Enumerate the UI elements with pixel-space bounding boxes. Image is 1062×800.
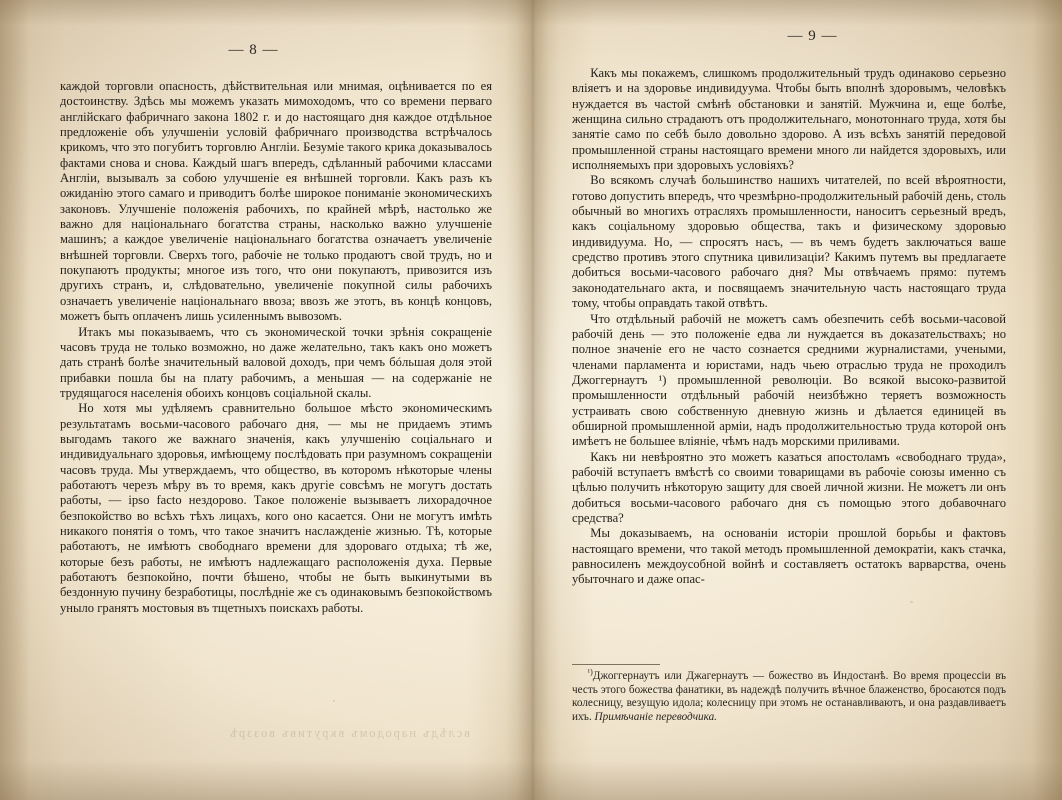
footnote-marker: ¹)	[587, 667, 593, 677]
paragraph: Во всякомъ случаѣ большинство нашихъ читателей, по всей вѣроятности, готово допустить впередъ, что чрезмѣрно-продолжительный рабочій день, столь обычный во многихъ отрасляхъ промышленности, наноситъ серьезный вредъ, какъ соціальному здоровью общества, такъ и физическому здоровью индивидуума. Но, — спросятъ насъ, — въ чемъ будетъ заключаться ваше средство противъ этого спутника цивилизаціи? Какимъ путемъ вы предлагаете добиться восьми-часового рабочаго дня? Мы отвѣчаемъ прямо: путемъ законодательнаго акта, и посвящаемъ значительную часть настоящаго труда тому, чтобы оправдать такой отвѣтъ.	[572, 173, 1006, 311]
footnote-body: Джоггернаутъ или Джагернаутъ — божество въ Индостанѣ. Во время процессіи въ честь этого божества фанатики, въ надеждѣ получить вѣчное блаженство, бросаются подъ колесницу, везущую идола; колесницу при этомъ не останавливаютъ, и она раздавливаетъ ихъ.	[572, 670, 1006, 723]
footnote-text	[572, 667, 1006, 724]
footnote-block	[572, 664, 1006, 724]
paragraph: Мы доказываемъ, на основаніи исторіи прошлой борьбы и фактовъ настоящаго времени, что такой методъ промышленной демократіи, какъ стачка, равносиленъ междоусобной войнѣ и составляетъ остатокъ варварства, очень убыточнаго и даже опас-	[572, 526, 1006, 587]
paragraph: Какъ мы покажемъ, слишкомъ продолжительный трудъ одинаково серьезно вліяетъ и на здоровье индивидуума. Чтобы быть вполнѣ здоровымъ, человѣкъ нуждается въ частой смѣнѣ обстановки и занятій. Мужчина и, еще болѣе, женщина сильно страдаютъ отъ продолжительнаго, монотоннаго труда, хотя бы занятіе само по себѣ было довольно здорово. А изъ всѣхъ занятій передовой промышленной страны настоящаго времени много ли найдется здоровыхъ, или исполняемыхъ при здоровыхъ условіяхъ?	[572, 66, 1006, 173]
body-text-left	[60, 79, 492, 616]
paragraph: Итакъ мы показываемъ, что съ экономической точки зрѣнія сокращеніе часовъ труда не только возможно, но даже желательно, такъ какъ оно можетъ дать странѣ болѣе значительный валовой доходъ, при чемъ бóльшая доля этой прибавки пошла бы на плату рабочимъ, а меньшая — на содержаніе не трудящагося населенія обоихъ концовъ соціальной скалы.	[60, 324, 492, 400]
page-right	[531, 0, 1062, 800]
page-number-left: — 8 —	[228, 42, 279, 58]
paragraph: Что отдѣльный рабочій не можетъ самъ обезпечить себѣ восьми-часовой рабочій день — это положеніе едва ли нуждается въ доказательствахъ; но полное значеніе его не часто сознается средними журналистами, учеными, членами парламента и юристами, надъ чьею отраслью труда не проходилъ Джоггернаутъ ¹) промышленной революціи. Во всякой высоко-развитой промышленности отдѣльный рабочій неизбѣжно теряетъ возможность устраивать свою собственную дневную жизнь и дѣлается единицей въ обширной промышленной арміи, надъ продолжительностью труда которой онъ имѣетъ не большее вліяніе, чѣмъ надъ морскими приливами.	[572, 311, 1006, 449]
bleed-through-text: вслѣдъ народомъ вкрутивъ воззрѣ	[228, 726, 470, 740]
paragraph: Но хотя мы удѣляемъ сравнительно большое мѣсто экономическимъ результатамъ восьми-часового рабочаго дня, — мы не придаемъ этимъ выгодамъ такого же важнаго значенія, какъ улучшенію соціальнаго и индивидуальнаго здоровья, имѣющему послѣдовать при разумномъ сокращеніи часовъ труда. Мы утверждаемъ, что общество, въ которомъ нѣкоторые члены работаютъ черезъ мѣру въ то время, какъ другіе совсѣмъ не могутъ достать работы, — ipso facto нездорово. Такое положеніе вызываетъ лихорадочное безпокойство во всѣхъ тѣхъ лицахъ, кого оно касается. Они не могутъ имѣть никакого понятія о томъ, что такое значитъ наслажденіе жизнью. Тѣ, которые работаютъ, не имѣютъ свободнаго времени для здороваго отдыха; тѣ же, которые безъ работы, не имѣютъ надлежащаго расположенія духа. Первые работаютъ безпокойно, почти бѣшено, чтобы не быть выкинутыми въ бездонную пучину безработицы, послѣдніе же съ одинаковымъ безпокойствомъ уныло гранятъ мостовыя въ тщетныхъ поискахъ работы.	[60, 401, 492, 615]
page-number-right: — 9 —	[787, 28, 838, 44]
paragraph: Какъ ни невѣроятно это можетъ казаться апостоламъ «свободнаго труда», рабочій вступаетъ вмѣстѣ со своими товарищами въ рабочіе союзы именно съ цѣлью получить нѣкоторую защиту для своей личной жизни. Не можетъ ли онъ добиться восьми-часового рабочаго дня съ помощью этого добавочнаго средства?	[572, 449, 1006, 525]
footnote-attribution: Примѣчаніе переводчика.	[594, 710, 717, 723]
paragraph: каждой торговли опасность, дѣйствительная или мнимая, оцѣнивается по ея достоинству. Здѣсь мы можемъ указать мимоходомъ, что со времени перваго англійскаго фабричнаго закона 1802 г. и до настоящаго дня каждое отдѣльное предложеніе объ улучшеніи условій фабричнаго производства встрѣчалось крикомъ, что это погубитъ торговлю Англіи. Безуміе такого крика доказывалось фактами снова и снова. Каждый шагъ впередъ, сдѣланный рабочими классами Англіи, вызывалъ за собою улучшеніе ея внѣшней торговли. Какъ разъ къ ожиданію этого самаго и приводитъ болѣе широкое пониманіе экономическихъ законовъ. Улучшеніе положенія рабочихъ, по крайней мѣрѣ, настолько же важно для національнаго богатства страны, насколько важно улучшеніе машинъ; а каждое увеличеніе національнаго богатства означаетъ увеличеніе внѣшней торговли. Сверхъ того, рабочіе не только продаютъ свой трудъ, но и покупаютъ продукты; многое изъ того, что они покупаютъ, привозится изъ другихъ странъ, и, слѣдовательно, увеличеніе покупной силы рабочихъ означаетъ увеличеніе національнаго ввоза; ввозъ же этотъ, въ концѣ концовъ, можетъ быть оплаченъ лишь усиленнымъ вывозомъ.	[60, 79, 492, 324]
body-text-right	[572, 66, 1006, 588]
footnote-rule	[572, 664, 660, 665]
